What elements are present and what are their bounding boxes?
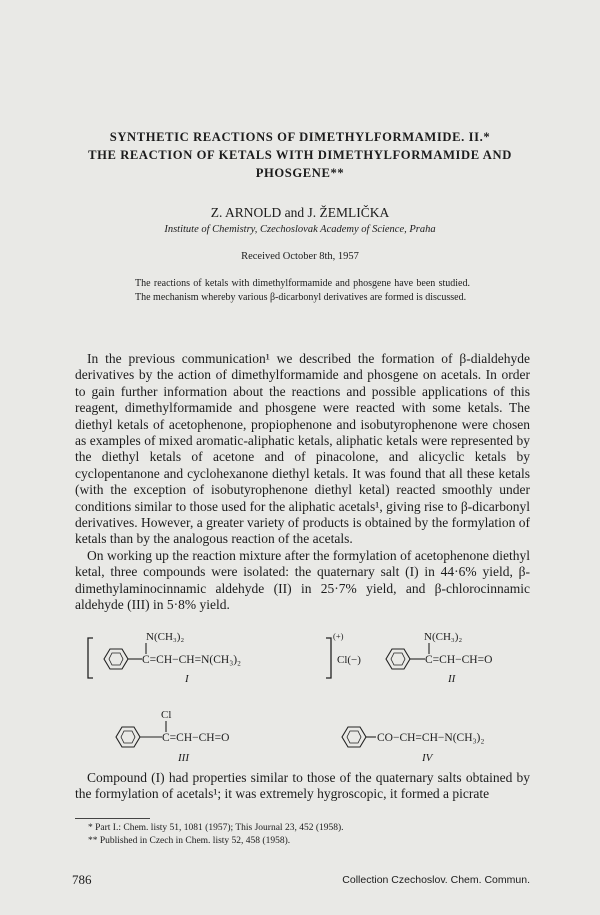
benzene-ring-icon xyxy=(342,727,366,747)
journal-name: Collection Czechoslov. Chem. Commun. xyxy=(342,874,530,886)
structure-III xyxy=(116,709,229,764)
structure-IV-chain: CO−CH=CH−N(CH₃)₂ xyxy=(377,732,485,744)
structure-II-top: N(CH₃)₂ xyxy=(424,631,463,643)
institute: Institute of Chemistry, Czechoslovak Academy of Science, Praha xyxy=(164,224,436,235)
footnote-2: ** Published in Czech in Chem. listy 52, 458 (1958). xyxy=(88,836,291,846)
abstract: The reactions of ketals with dimethylformamide and phosgene have been studied. The mechanism whereby various β-dicarbonyl derivatives are formed is discussed. xyxy=(135,278,470,303)
structure-I-top: N(CH₃)₂ xyxy=(146,631,185,643)
structure-III-top: Cl xyxy=(161,709,172,721)
structure-IV-label: IV xyxy=(422,752,433,764)
structure-II xyxy=(386,631,492,685)
structure-I xyxy=(88,631,361,685)
chemical-structures xyxy=(0,620,600,768)
structure-IV xyxy=(342,727,484,764)
paragraph-3: Compound (I) had properties similar to those of the quaternary salts obtained by the formylation of acetals¹; it was extremely hygroscopic, it formed a picrate xyxy=(75,770,530,802)
footnote-divider xyxy=(75,818,150,819)
structure-I-anion: Cl(−) xyxy=(337,654,361,666)
page-number: 786 xyxy=(72,872,92,887)
title-line-3: PHOSGENE** xyxy=(255,166,345,180)
benzene-ring-icon xyxy=(116,727,140,747)
structure-II-chain: C=CH−CH=O xyxy=(425,654,493,666)
title-line-2: THE REACTION OF KETALS WITH DIMETHYLFORMAMIDE AND xyxy=(88,148,512,162)
structure-II-label: II xyxy=(448,673,456,685)
title-line-1: SYNTHETIC REACTIONS OF DIMETHYLFORMAMIDE. II.* xyxy=(109,130,491,144)
structure-I-label: I xyxy=(185,673,189,685)
paragraph-1: In the previous communication¹ we described the formation of β-dialdehyde derivatives by the action of dimethylformamide and phosgene on acetals. In order to gain further information about the reactions and possible applications of this reagent, dimethylformamide and phosgene were reacted with some ketals. The diethyl ketals of acetophenone, propiophenone and isobutyrophenone were chosen as examples of mixed aromatic-aliphatic ketals, aliphatic ketals were represented by the diethyl ketals of acetone and of pinacolone, and alicyclic ketals by cyclopentanone and cyclohexanone diethyl ketals. It was found that all these ketals (with the exception of isobutyrophenone diethyl ketal) reacted smoothly under conditions similar to those used for the aliphatic acetals¹, giving rise to β-dicarbonyl derivatives. However, a greater variety of products is obtained by the formylation of ketals than by the analogous reaction of the acetals. xyxy=(75,351,530,547)
benzene-ring-icon xyxy=(386,649,410,669)
structure-III-chain: C=CH−CH=O xyxy=(162,732,230,744)
structure-I-chain: C=CH−CH=N(CH₃)₂ xyxy=(142,654,242,666)
paragraph-2: On working up the reaction mixture after the formylation of acetophenone diethyl ketal, three compounds were isolated: the quaternary salt (I) in 44·6% yield, β-dimethylaminocinnamic aldehyde (II) in 25·7% yield, and β-chlorocinnamic aldehyde (III) in 5·8% yield. xyxy=(75,548,530,613)
footnote-1: * Part I.: Chem. listy 51, 1081 (1957); This Journal 23, 452 (1958). xyxy=(88,823,344,833)
structure-I-charge: (+) xyxy=(333,631,344,641)
received-date: Received October 8th, 1957 xyxy=(241,251,359,262)
structure-III-label: III xyxy=(178,752,189,764)
authors: Z. ARNOLD and J. ŽEMLIČKA xyxy=(210,205,390,220)
benzene-ring-icon xyxy=(104,649,128,669)
article-title xyxy=(60,128,540,182)
